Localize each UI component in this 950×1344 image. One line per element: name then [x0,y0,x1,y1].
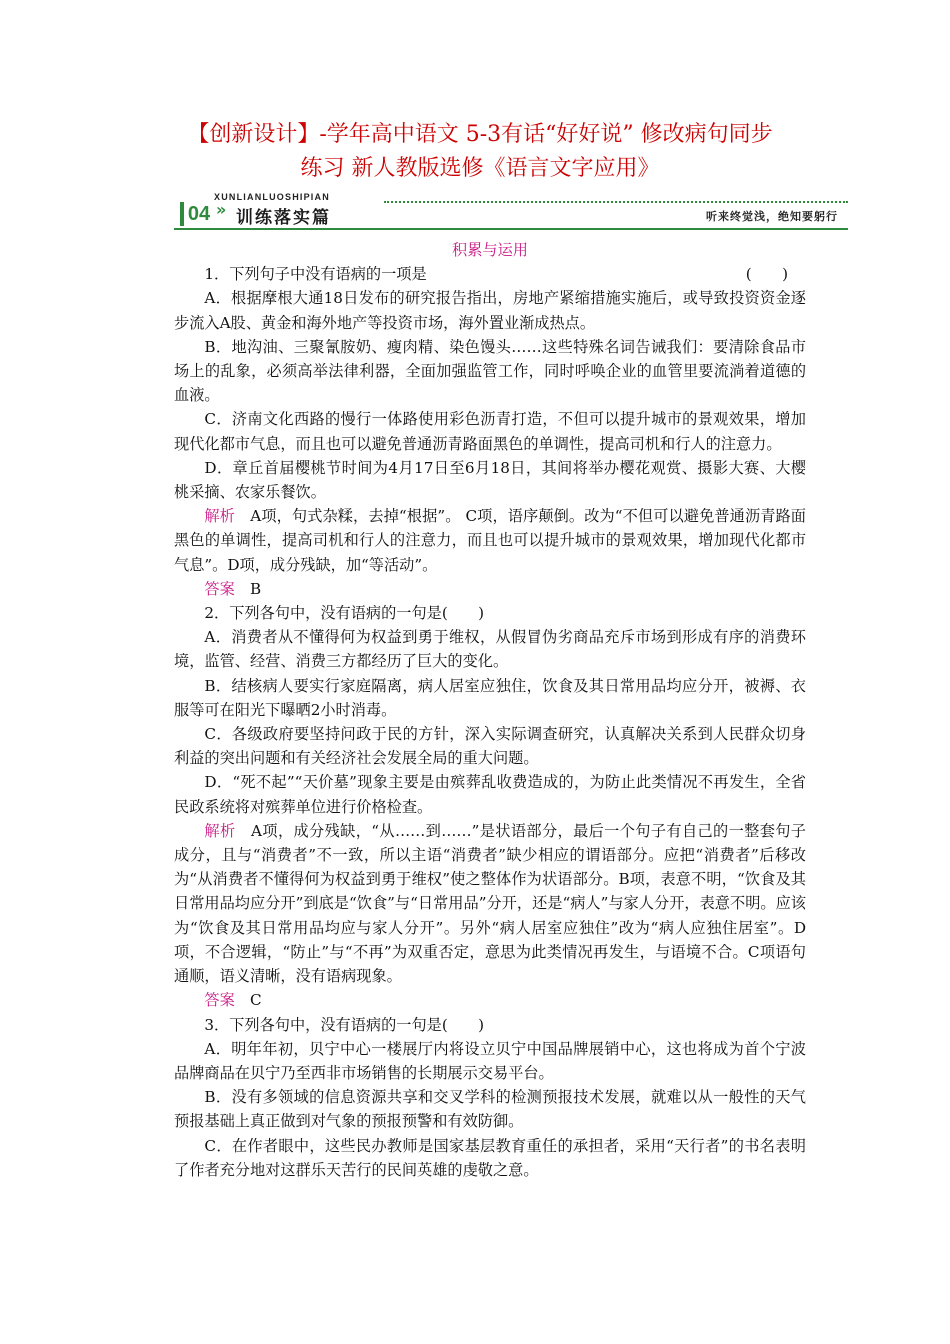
question-2-option-d: D．“死不起”“天价墓”现象主要是由殡葬乱收费造成的，为防止此类情况不再发生，全省民政系统将对殡葬单位进行价格检查。 [174,773,806,816]
answer-text: B [234,579,262,598]
question-1-stem [174,262,806,286]
question-3-option-a: A．明年年初，贝宁中心一楼展厅内将设立贝宁中国品牌展销中心，这也将成为首个宁波品牌商品在贝宁乃至西非市场销售的长期展示交易平台。 [174,1039,806,1082]
section-heading: 积累与运用 [452,241,528,259]
answer-label: 答案 [204,991,235,1010]
question-2-option-b: B．结核病人要实行家庭隔离，病人居室应独住，饮食及其日常用品均应分开，被褥、衣服等可在阳光下曝晒2小时消毒。 [174,676,806,719]
question-1-option-c: C．济南文化西路的慢行一体路使用彩色沥青打造，不但可以提升城市的景观效果，增加现代化都市气息，而且也可以避免普通沥青路面黑色的单调性，提高司机和行人的注意力。 [174,410,806,453]
question-2-option-a: A．消费者从不懂得何为权益到勇于维权，从假冒伪劣商品充斥市场到形成有序的消费环境，监管、经营、消费三方都经历了巨大的变化。 [174,628,806,671]
answer-paren: ( ) [745,265,788,284]
analysis-text: A项，成分残缺，“从……到……”是状语部分，最后一个句子有自己的一整套句子成分，且与“消费者”不一致，所以主语“消费者”缺少相应的谓语部分。应把“消费者”后移改为“从消费者不懂得何为权益到勇于维权”使之整体作为状语部分。B项，表意不明，“饮食及其日常用品均应分开”到底是“饮食”与“日常用品”分开，还是“病人”与家人分开，表意不明。应该为“饮食及其日常用品均应与家人分开”。另外“病人居室应独住”改为“病人应独住居室”。D项，不合逻辑，“防止”与“不再”为双重否定，意思为此类情况再发生，与语境不合。C项语句通顺，语义清晰，没有语病现象。 [174,821,806,986]
question-1-answer [174,577,806,601]
analysis-label: 解析 [204,821,236,840]
question-2-answer [174,988,806,1012]
banner-pinyin: XUNLIANLUOSHIPIAN [214,192,330,202]
question-3-option-c: C．在作者眼中，这些民办教师是国家基层教育重任的承担者，采用“天行者”的书名表明了作者充分地对这群乐天苦行的民间英雄的虔敬之意。 [174,1136,806,1179]
question-1-analysis [174,504,806,577]
question-3-stem: 3．下列各句中，没有语病的一句是( ) [204,1015,485,1034]
question-3-option-b: B．没有多领域的信息资源共享和交叉学科的检测预报技术发展，就难以从一般性的天气预报基础上真正做到对气象的预报预警和有效防御。 [174,1088,806,1131]
question-2-stem: 2．下列各句中，没有语病的一句是( ) [204,604,485,623]
question-2-analysis [174,819,806,988]
question-2-option-c: C．各级政府要坚持问政于民的方针，深入实际调查研究，认真解决关系到人民群众切身利益的突出问题和有关经济社会发展全局的重大问题。 [174,725,806,768]
answer-text: C [234,991,262,1010]
banner-number-badge: 04 [180,202,214,226]
banner-motto: 听来终觉浅，绝知要躬行 [706,210,838,223]
question-1-option-b: B．地沟油、三聚氰胺奶、瘦肉精、染色馒头……这些特殊名词告诫我们：要清除食品市场上的乱象，必须高举法律利器，全面加强监管工作，同时呼唤企业的血管里要流淌着道德的血液。 [174,337,806,405]
analysis-label: 解析 [204,507,235,526]
document-body [174,238,806,1182]
section-banner [174,192,848,234]
banner-rule [174,228,848,230]
banner-section-title: 训练落实篇 [236,208,331,228]
document-title-line-2: 练习 新人教版选修《语言文字应用》 [300,156,660,181]
analysis-text: A项，句式杂糅，去掉“根据”。 C项，语序颠倒。改为“不但可以避免普通沥青路面黑色的单调性，提高司机和行人的注意力，而且也可以提升城市的景观效果，增加现代化都市气息”。D项，成分残缺，加“等活动”。 [174,507,806,574]
question-1-option-d: D．章丘首届樱桃节时间为4月17日至6月18日，其间将举办樱花观赏、摄影大赛、大樱桃采摘、农家乐餐饮。 [174,458,806,502]
document-title-line-1: 【创新设计】-学年高中语文 5-3有话“好好说” 修改病句同步 [187,122,773,147]
answer-label: 答案 [204,579,235,598]
question-stem-text: 1．下列句子中没有语病的一项是 [204,265,427,284]
chevron-right-icon: » [216,200,227,219]
question-1-option-a: A．根据摩根大通18日发布的研究报告指出，房地产紧缩措施实施后，或导致投资资金逐步流入A股、黄金和海外地产等投资市场，海外置业渐成热点。 [174,289,806,332]
banner-dotted-line [384,201,848,203]
